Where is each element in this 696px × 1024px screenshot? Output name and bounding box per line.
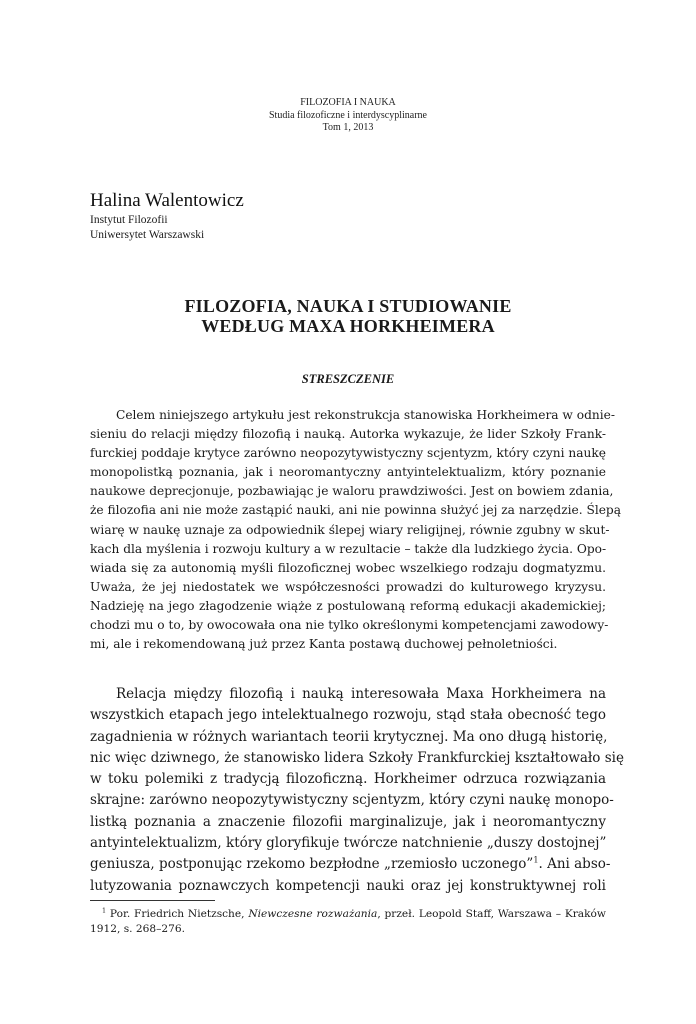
body-paragraph [90, 684, 624, 897]
footnote-marker: 1 [102, 907, 107, 915]
abstract-line: chodzi mu o to, by owocowała ona nie tylko określonymi kompetencjami zawodowy- [90, 618, 609, 633]
body-line-text: geniusza, postponując rzekomo bezpłodne „rzemiosło uczonego” [90, 856, 534, 873]
abstract-line: Celem niniejszego artykułu jest rekonstrukcja stanowiska Horkheimera w odnie- [116, 408, 615, 422]
body-line: Relacja między filozofią i nauką interesowała Maxa Horkheimera na [116, 686, 606, 702]
footnote-text: Por. Friedrich Nietzsche, [109, 908, 249, 920]
abstract-text [90, 406, 622, 654]
body-line: zagadnienia w różnych wariantach teorii krytycznej. Ma ono długą historię, [90, 728, 608, 745]
footnote [90, 907, 606, 937]
abstract-line: sieniu do relacji między filozofią i nauką. Autorka wykazuje, że lider Szkoły Frank- [90, 427, 606, 442]
footnote-reference[interactable]: 1 [533, 854, 539, 865]
title-line-2: WEDŁUG MAXA HORKHEIMERA [201, 316, 495, 336]
body-line: antyintelektualizm, który gloryfikuje twórcze natchnienie „duszy dostojnej” [90, 835, 607, 852]
footnote-text: , przeł. Leopold Staff, Warszawa – Kraków [377, 908, 606, 920]
body-line: lutyzowania poznawczych kompetencji nauki oraz jej konstruktywnej roli [90, 877, 606, 894]
body-line: wszystkich etapach jego intelektualnego rozwoju, stąd stała obecność tego [90, 707, 606, 724]
journal-name: FILOZOFIA I NAUKA [300, 97, 396, 108]
journal-subtitle: Studia filozoficzne i interdyscyplinarne [268, 109, 427, 121]
abstract-line: Uważa, że jej niedostatek we współczesności prowadzi do kulturowego kryzysu. [90, 579, 606, 594]
body-line [90, 854, 611, 875]
body-line: nic więc dziwnego, że stanowisko lidera Szkoły Frankfurckiej kształtowało się [90, 749, 624, 766]
footnote-separator [90, 900, 215, 901]
footnote-line: 1912, s. 268–276. [90, 923, 185, 935]
abstract-line: mi, ale i rekomendowaną już przez Kanta postawą duchowej pełnoletniości. [90, 637, 558, 652]
author-name: Halina Walentowicz [90, 190, 244, 211]
abstract-heading: STRESZCZENIE [301, 372, 395, 386]
abstract-line: kach dla myślenia i rozwoju kultury a w rezultacie – także dla ludzkiego życia. Opo- [90, 541, 607, 556]
abstract-line: furckiej poddaje krytyce zarówno neopozytywistyczny scjentyzm, który czyni naukę [90, 446, 606, 461]
journal-volume: Tom 1, 2013 [322, 122, 374, 133]
affiliation-university: Uniwersytet Warszawski [90, 228, 205, 241]
affiliation-institute: Instytut Filozofii [90, 214, 168, 226]
abstract-line: wiarę w naukę uznaje za odpowiednik ślepej wiary religijnej, równie zgubny w skut- [90, 522, 610, 537]
body-line: w toku polemiki z tradycją filozoficzną. Horkheimer odrzuca rozwiązania [90, 771, 606, 788]
author-affiliation [90, 213, 204, 242]
journal-header [0, 97, 696, 135]
abstract-line: Nadzieję na jego złagodzenie wiąże z postulowaną reformą edukacji akademickiej; [90, 598, 606, 613]
abstract-line: wiada się za autonomią myśli filozoficznej wobec wszelkiego rodzaju dogmatyzmu. [90, 560, 606, 575]
abstract-line: że filozofia ani nie może zastąpić nauki, ani nie powinna służyć jej za narzędzie. Ślepą [90, 503, 622, 518]
body-line-text: . Ani abso- [538, 856, 611, 873]
footnote-line [90, 907, 606, 922]
article-title [0, 296, 696, 336]
footnote-book-title: Niewczesne rozważania [248, 908, 378, 920]
abstract-line: monopolistką poznania, jak i neoromantyczny antyintelektualizm, który poznanie [90, 465, 606, 480]
abstract-line: naukowe deprecjonuje, pozbawiając je waloru prawdziwości. Jest on bowiem zdania, [90, 484, 614, 499]
body-line: skrajne: zarówno neopozytywistyczny scjentyzm, który czyni naukę monopo- [90, 792, 614, 809]
body-line: listką poznania a znaczenie filozofii marginalizuje, jak i neoromantyczny [90, 813, 606, 830]
title-line-1: FILOZOFIA, NAUKA I STUDIOWANIE [184, 296, 512, 316]
